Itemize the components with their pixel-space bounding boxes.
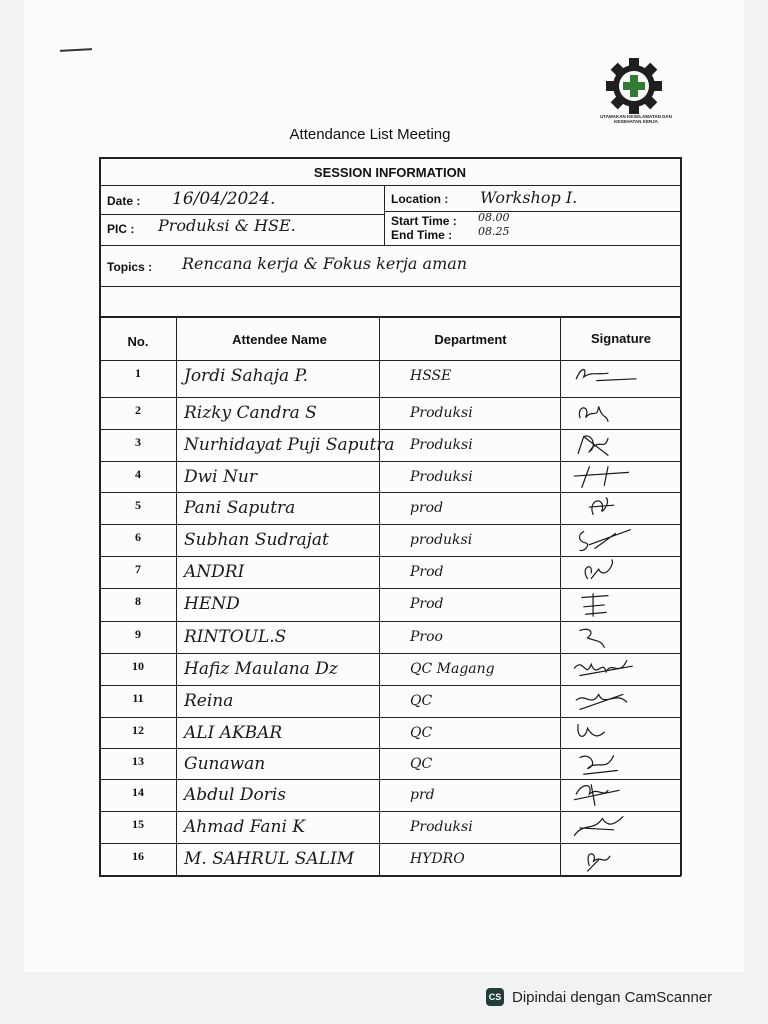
row-divider (99, 779, 681, 780)
session-info-divider (99, 245, 681, 246)
attendee-department: Prod (410, 596, 444, 612)
attendee-name: Subhan Sudrajat (184, 530, 329, 550)
attendee-department: prd (410, 787, 435, 803)
topics-divider (99, 286, 681, 287)
attendee-department: QC (410, 693, 433, 709)
row-number: 14 (132, 785, 144, 799)
col-divider-no (176, 316, 177, 876)
row-divider (99, 588, 681, 589)
row-number: 11 (132, 691, 144, 705)
attendee-department: QC (410, 756, 433, 772)
attendee-signature (568, 463, 648, 491)
attendee-name: Ahmad Fani K (184, 817, 306, 837)
attendee-signature (568, 655, 648, 683)
session-information-header: SESSION INFORMATION (313, 165, 467, 180)
attendee-name: Reina (184, 691, 234, 711)
attendee-name: Dwi Nur (184, 467, 257, 487)
date-pic-divider (99, 214, 384, 215)
attendee-department: Produksi (410, 405, 473, 421)
attendee-name: Jordi Sahaja P. (184, 366, 308, 386)
attendee-table-top (99, 316, 681, 318)
attendee-name: ANDRI (184, 562, 245, 582)
attendee-name: Rizky Candra S (184, 403, 317, 423)
row-divider (99, 492, 681, 493)
table-border-bottom (99, 875, 681, 877)
attendee-signature (568, 623, 648, 651)
attendee-department: HYDRO (410, 851, 465, 867)
attendee-department: produksi (410, 532, 473, 548)
table-border-top (99, 157, 681, 159)
row-divider (99, 524, 681, 525)
row-number: 9 (135, 627, 141, 641)
watermark-text: Dipindai dengan CamScanner (512, 988, 713, 1006)
date-label: Date : (107, 194, 141, 208)
attendee-name: Gunawan (184, 754, 266, 774)
attendee-department: QC (410, 725, 433, 741)
attendee-department: Prod (410, 564, 444, 580)
attendee-name: RINTOUL.S (184, 627, 287, 647)
attendee-signature (568, 781, 648, 809)
attendee-department: Produksi (410, 469, 473, 485)
row-divider (99, 461, 681, 462)
start-time-value: 08.00 (478, 211, 510, 224)
col-divider-name (379, 316, 380, 876)
header-department: Department (434, 332, 507, 347)
location-label: Location : (391, 192, 449, 206)
logo-caption: UTAMAKAN KESELAMATAN DAN KESEHATAN KERJA (600, 114, 672, 124)
row-number: 12 (132, 723, 144, 737)
attendee-signature (568, 399, 648, 427)
row-divider (99, 717, 681, 718)
topics-value: Rencana kerja & Fokus kerja aman (182, 254, 468, 273)
row-number: 2 (135, 403, 141, 417)
attendee-signature (568, 845, 648, 873)
row-number: 5 (135, 498, 141, 512)
row-number: 1 (135, 366, 141, 380)
k3-safety-logo (604, 56, 664, 116)
attendee-name: Abdul Doris (184, 785, 286, 805)
attendee-name: HEND (184, 594, 240, 614)
row-divider (99, 653, 681, 654)
topics-label: Topics : (107, 260, 153, 274)
row-number: 15 (132, 817, 144, 831)
row-divider (99, 429, 681, 430)
row-divider (99, 748, 681, 749)
pic-value: Produksi & HSE. (158, 216, 296, 235)
attendee-department: Produksi (410, 819, 473, 835)
attendee-department: HSSE (410, 368, 452, 384)
attendee-signature (568, 526, 648, 554)
header-no: No. (127, 334, 149, 349)
end-time-value: 08.25 (478, 225, 510, 238)
row-number: 4 (135, 467, 141, 481)
pic-label: PIC : (107, 222, 135, 236)
session-column-divider (384, 185, 385, 246)
header-attendee-name: Attendee Name (232, 332, 327, 347)
row-divider (99, 397, 681, 398)
attendee-department: Proo (410, 629, 443, 645)
attendee-signature (568, 431, 648, 459)
row-divider (99, 556, 681, 557)
row-number: 6 (135, 530, 141, 544)
attendee-name: Pani Saputra (184, 498, 296, 518)
attendee-name: Hafiz Maulana Dz (184, 659, 338, 679)
row-number: 8 (135, 594, 141, 608)
col-divider-department (560, 316, 561, 876)
attendee-signature (568, 687, 648, 715)
attendee-department: Produksi (410, 437, 473, 453)
attendee-department: QC Magang (410, 661, 495, 677)
attendee-name: M. SAHRUL SALIM (184, 849, 355, 869)
row-number: 10 (132, 659, 144, 673)
row-divider (99, 811, 681, 812)
attendee-signature (568, 750, 648, 778)
end-time-label: End Time : (391, 228, 453, 242)
attendee-name: Nurhidayat Puji Saputra (184, 435, 395, 455)
attendee-department: prod (410, 500, 444, 516)
location-value: Workshop I. (480, 188, 578, 207)
attendee-signature (568, 362, 648, 390)
location-time-divider (384, 211, 681, 212)
date-value: 16/04/2024. (172, 189, 276, 209)
table-border-right (680, 157, 682, 876)
header-signature: Signature (591, 331, 651, 346)
camscanner-icon: CS (486, 988, 504, 1006)
row-divider (99, 685, 681, 686)
row-divider (99, 621, 681, 622)
row-divider (99, 843, 681, 844)
row-number: 16 (132, 849, 144, 863)
attendee-signature (568, 590, 648, 618)
attendee-signature (568, 494, 648, 522)
session-header-divider (99, 185, 681, 186)
document-title: Attendance List Meeting (289, 126, 451, 143)
camscanner-watermark (472, 982, 754, 1012)
start-time-label: Start Time : (391, 214, 457, 228)
attendee-name: ALI AKBAR (184, 723, 283, 743)
row-number: 3 (135, 435, 141, 449)
attendee-signature (568, 813, 648, 841)
row-number: 13 (132, 754, 144, 768)
attendee-signature (568, 719, 648, 747)
row-number: 7 (135, 562, 141, 576)
attendee-signature (568, 558, 648, 586)
header-row-divider (99, 360, 681, 361)
